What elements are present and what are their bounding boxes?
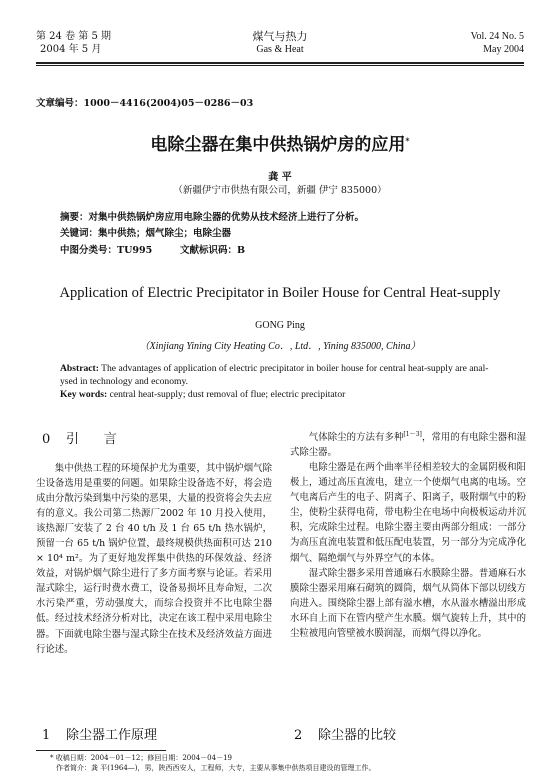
section-heading-1 [42,724,157,743]
footnote-received: * 收稿日期：2004－01－12；修回日期：2004－04－19 [50,754,232,762]
title-en: Application of Electric Precipitator in Boiler House for Central Heat-supply [59,285,501,301]
author-cn: 龚 平 [268,172,292,183]
abstract-en [60,362,505,401]
affiliation-en: （Xinjiang Yining City Heating Co．, Ltd．, Yining 835000, China） [139,341,421,352]
paragraph: 集中供热工程的环境保护尤为重要，其中锅炉烟气除尘设备选用是重要的问题。如果除尘设备选不好，将会造成由分散污染到集中污染的恶果，大量的投资将会失去应有的意义。我公司第二热源厂2002 年 10 月投入使用，该热源厂安装了 2 台 40 t/h 及 1 台 65 t/h 热水锅炉，预留一台 65 t/h 锅炉位置，最终规模供热面积可达 210 × 10⁴ m²。为了更好地发挥集中供热的环保效益、经济效益，对锅炉烟气除尘进行了多方面考察与论证。若采用湿式除尘，运行时费水费工，设备易损坏且寿命短，二次水污染严重，劳动强度大，而综合投资并不比电除尘器低。经过技术经济分析对比，决定在该工程中采用电除尘器。下面就电除尘器与湿式除尘在技术及经济效益方面进行论述。 [36,463,272,655]
paragraph-intro [290,427,526,460]
author-en: GONG Ping [255,320,305,331]
affiliation-cn: （新疆伊宁市供热有限公司，新疆 伊宁 835000） [173,185,387,196]
left-column [36,461,272,657]
document-code: 文献标识码：B [180,245,246,256]
abstract-en-label: Abstract: [60,363,99,374]
journal-date: 2004 年 5 月 [40,44,102,55]
journal-name-en: Gas & Heat [256,44,304,55]
section-number: 0 [42,432,51,447]
footnotes [50,753,530,773]
abstract-en-line1: The advantages of application of electric precipitator in boiler house for central heat-supply are anal- [101,363,489,374]
intro-text: 气体除尘的方法有多种 [308,432,404,444]
section-heading-0 [42,428,117,447]
intro-text-rest: ，常用的有电除尘器和湿式除尘器。 [290,432,526,459]
keywords-en-label: Key words: [60,389,108,400]
abstract-en-line2: ysed in technology and economy. [60,376,189,387]
article-number: 文章编号：1000－4416(2004)05－0286－03 [36,98,254,109]
section-number: 2 [294,728,303,743]
section-title: 除尘器的比较 [318,728,397,743]
keywords-cn: 关键词：集中供热；烟气除尘；电除尘器 [60,228,232,239]
title-cn: 电除尘器在集中供热锅炉房的应用 [150,135,406,155]
footnote-author-bio: 作者简介：龚 平(1964—)，男，陕西西安人，工程师，大专，主要从事集中供热项目建设的管理工作。 [56,764,376,772]
clc-number: 中图分类号：TU995 [60,245,153,256]
header-right [471,30,524,56]
keywords-en: central heat-supply; dust removal of flue; electric precipitator [109,389,346,400]
section-title: 引 言 [66,432,117,447]
header-rule-thin [36,65,524,66]
section-number: 1 [42,728,51,743]
paragraph: 湿式除尘器多采用普通麻石水膜除尘器。普通麻石水膜除尘器采用麻石砌筑的圆筒，烟气从筒体下部以切线方向进入。围绕除尘器上部有溢水槽，水从溢水槽溢出形成水环自上而下在管内壁产生水膜。烟气旋转上升，其中的尘粒被甩向管壁被水膜润湿，而烟气得以净化。 [290,567,526,639]
footnote-rule [36,750,166,751]
abstract-cn: 摘要：对集中供热锅炉房应用电除尘器的优势从技术经济上进行了分析。 [60,212,365,223]
right-column [290,427,526,641]
journal-name-cn: 煤气与热力 [252,30,308,43]
paragraph: 电除尘器是在两个曲率半径相差较大的金属阴极和阳极上，通过高压直流电，建立一个使烟气电离的电场。空气电离后产生的电子、阴离子、阳离子，吸附烟气中的粉尘，使粉尘获得电荷，带电粉尘在电场中向极板运动并沉积，完成除尘过程。电除尘器主要由两部分组成：一部分为高压直流电装置和低压配电装置，另一部分为完成净化烟气、隔绝烟气与外界空气的本体。 [290,462,526,564]
header-rule [36,62,524,64]
journal-volume: 第 24 卷 第 5 期 [36,31,111,42]
citation: [1～3] [403,431,422,438]
page-title [0,130,560,155]
title-footnote-mark: * [405,135,410,146]
section-title: 除尘器工作原理 [66,728,158,743]
section-heading-2 [294,724,396,743]
journal-date-en: May 2004 [483,44,524,55]
journal-volume-en: Vol. 24 No. 5 [470,31,524,42]
